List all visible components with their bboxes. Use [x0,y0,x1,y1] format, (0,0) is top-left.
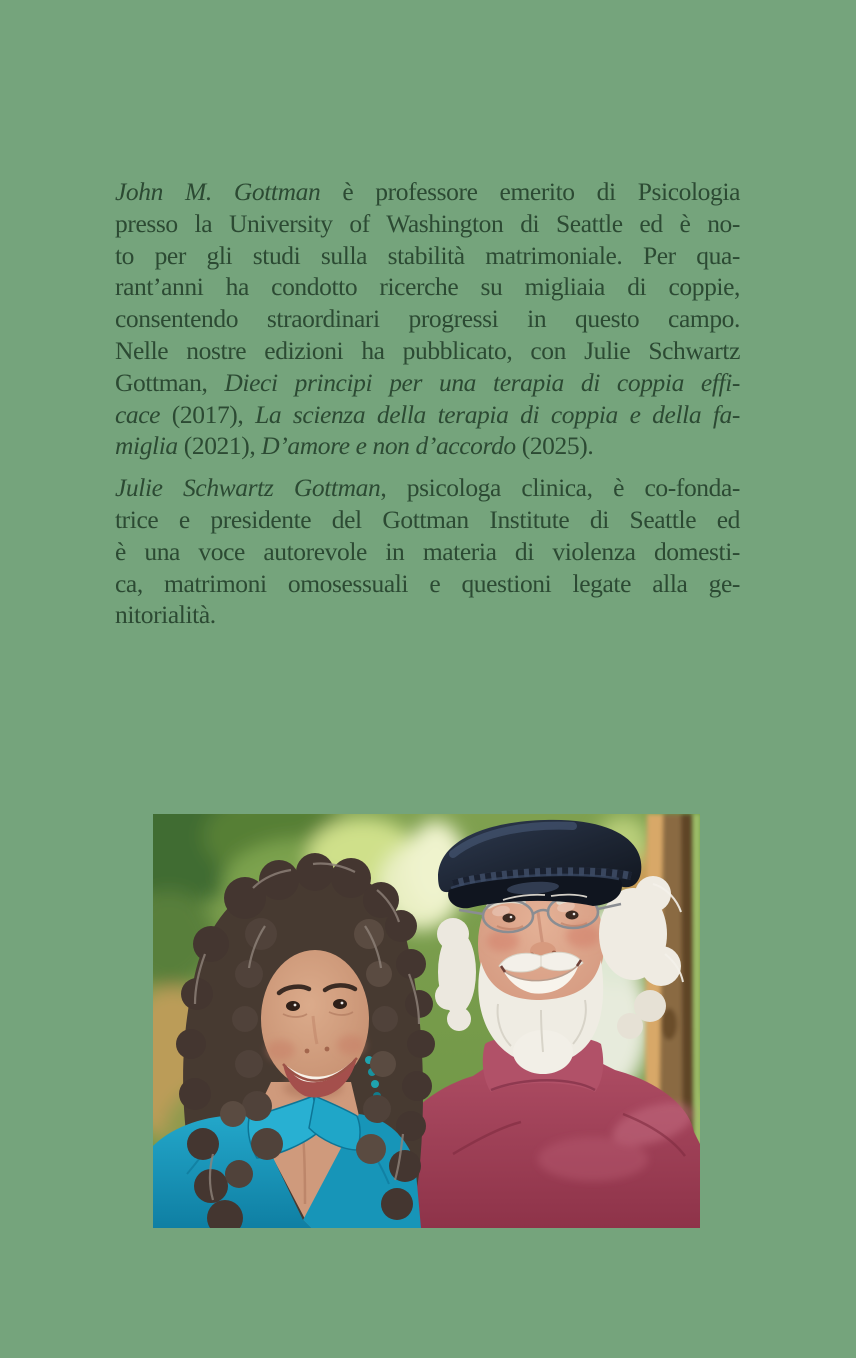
bio-paragraph-1 [115,176,740,462]
bio-text: ca, matrimoni omosessuali e questioni legate alla ge- [115,568,740,598]
author-bio [115,176,740,631]
bio-line [115,504,740,536]
bio-text-italic: Julie Schwartz Gottman [115,473,381,503]
bio-line [115,430,740,462]
bio-text: è professore emerito di Psicologia [320,177,740,206]
authors-photo [153,814,700,1228]
bio-line [115,208,740,240]
bio-text: è una voce autorevole in materia di violenza domesti- [115,536,740,566]
bio-line [115,335,740,367]
bio-text: (2021), [177,431,262,461]
bio-paragraph-2 [115,472,740,631]
bio-text: trice e presidente del Gottman Institute di Seattle ed [115,504,740,534]
bio-text-italic: John M. Gottman [115,177,321,206]
bio-text: nitorialità. [115,600,216,630]
bio-line [115,568,740,600]
bio-text: rant’anni ha condotto ricerche su migliaia di coppie, [115,272,740,302]
bio-text: (2025). [515,431,594,461]
bio-text: consentendo straordinari progressi in questo campo. [115,304,740,334]
bio-line [115,176,740,208]
bio-text-italic: D’amore e non d’accordo [261,431,516,461]
bio-line [115,399,740,431]
bio-text: Gottman, [115,367,225,397]
bio-line [115,536,740,568]
bio-text-italic: cace [115,399,161,429]
bio-text-italic: La scienza della terapia di coppia e della fa- [255,399,740,429]
authors-photo-illustration [153,814,700,1228]
bio-line [115,599,740,631]
bio-text: (2017), [160,399,256,429]
bio-line [115,367,740,399]
bio-text: Nelle nostre edizioni ha pubblicato, con Julie Schwartz [115,335,740,365]
bio-line [115,472,740,504]
bio-text-italic: miglia [115,431,178,461]
bio-line [115,240,740,272]
bio-line [115,303,740,335]
bio-text-italic: Dieci principi per una terapia di coppia effi- [224,367,740,397]
bio-text: presso la University of Washington di Seattle ed è no- [115,208,740,238]
bio-line [115,271,740,303]
bio-text: , psicologa clinica, è co-fonda- [380,473,740,503]
bio-text: to per gli studi sulla stabilità matrimoniale. Per qua- [115,240,740,270]
